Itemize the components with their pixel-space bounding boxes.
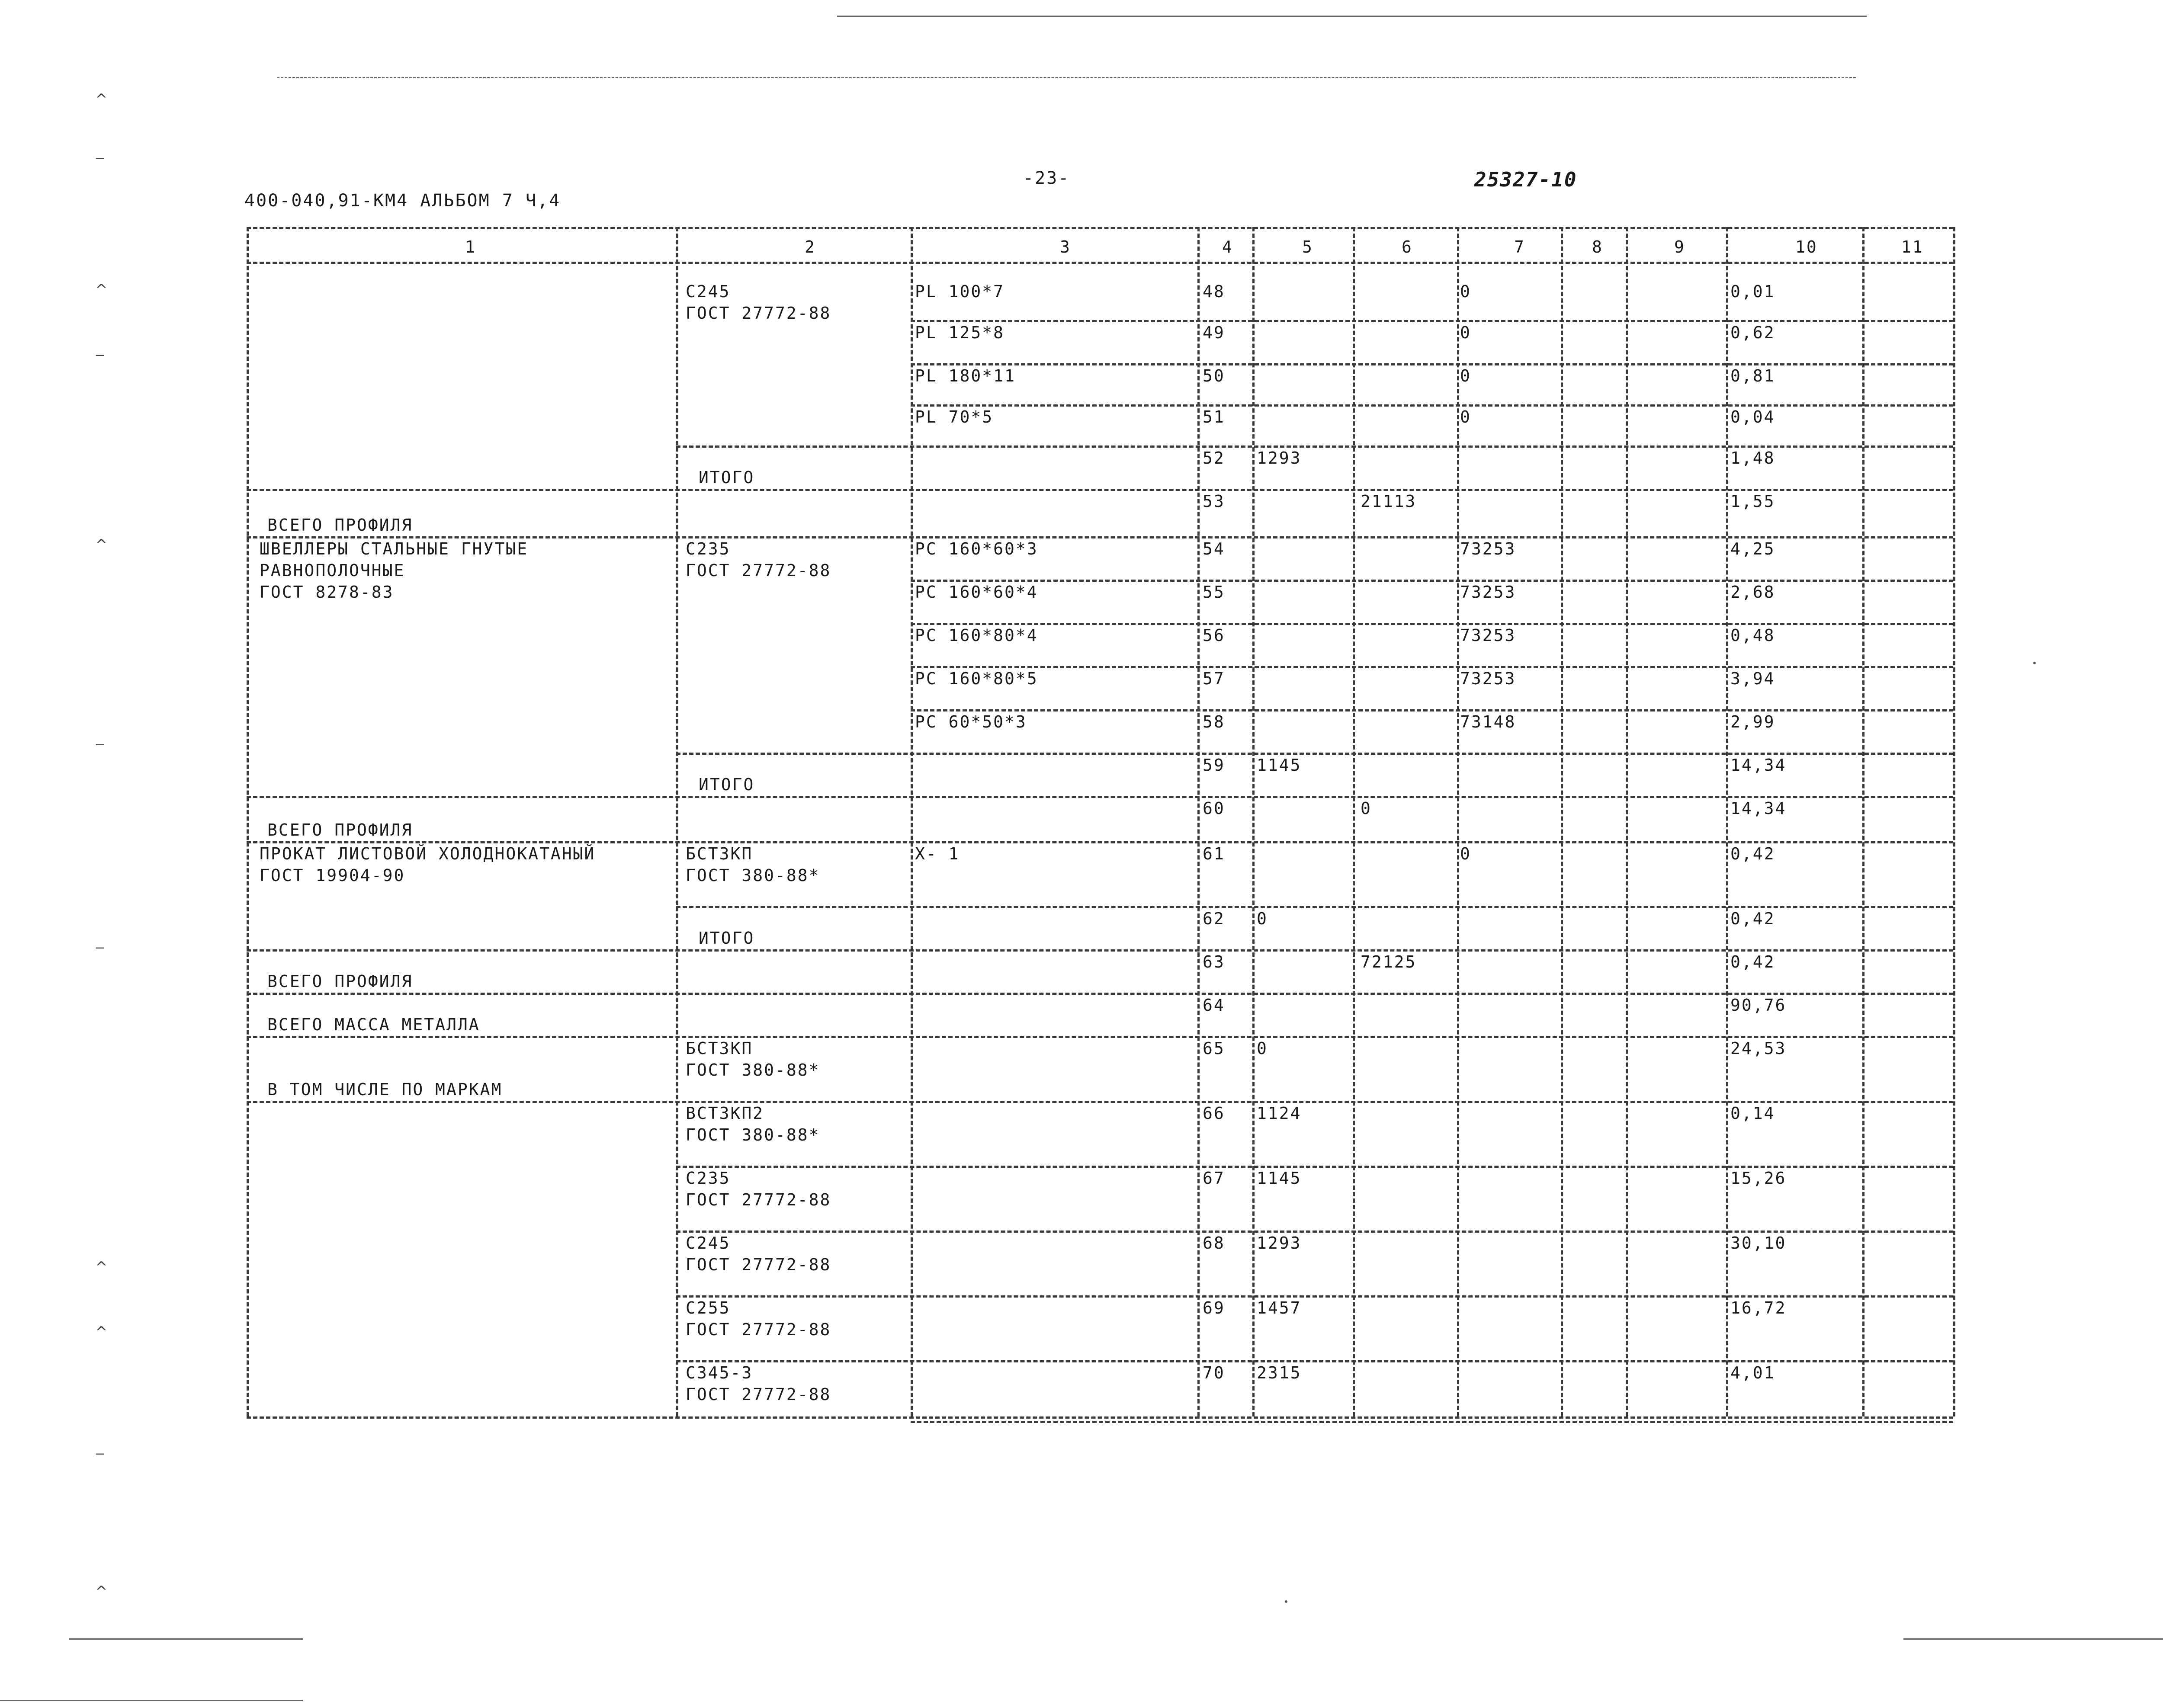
row-number: 48 xyxy=(1203,282,1225,301)
row-mass: 4,25 xyxy=(1730,539,1775,558)
column-divider xyxy=(1252,227,1255,1416)
margin-mark: ^ xyxy=(95,1323,108,1341)
row-mass: 0,62 xyxy=(1730,323,1775,342)
column-header-5: 5 xyxy=(1302,237,1313,256)
row-mass: 1,55 xyxy=(1730,492,1775,511)
row-material: ИТОГО xyxy=(699,468,755,487)
row-material: С235 xyxy=(686,1169,731,1188)
row-code-7: 73253 xyxy=(1460,539,1516,558)
row-mass: 16,72 xyxy=(1730,1298,1787,1317)
margin-mark: ^ xyxy=(95,1583,108,1600)
row-number: 55 xyxy=(1203,583,1225,602)
row-separator xyxy=(911,404,1953,407)
row-number: 64 xyxy=(1203,996,1225,1015)
row-code: 1293 xyxy=(1257,1234,1302,1253)
row-material: ИТОГО xyxy=(699,775,755,794)
row-label: ВСЕГО ПРОФИЛЯ xyxy=(267,972,413,991)
column-header-9: 9 xyxy=(1674,237,1685,256)
row-code-7: 0 xyxy=(1460,844,1471,863)
row-mass: 14,34 xyxy=(1730,799,1787,818)
row-separator xyxy=(911,580,1953,582)
table-bottom-border xyxy=(247,1416,1953,1419)
row-material: ГОСТ 27772-88 xyxy=(686,1320,831,1339)
row-code: 1145 xyxy=(1257,756,1302,775)
row-number: 61 xyxy=(1203,844,1225,863)
table-top-border xyxy=(247,227,1953,229)
row-number: 60 xyxy=(1203,799,1225,818)
row-separator xyxy=(676,906,1953,908)
column-header-7: 7 xyxy=(1514,237,1525,256)
margin-mark: ‒ xyxy=(95,149,105,167)
margin-mark: ^ xyxy=(95,1259,108,1276)
row-profile: PL 180*11 xyxy=(915,366,1016,385)
column-header-1: 1 xyxy=(465,237,476,256)
column-header-11: 11 xyxy=(1901,237,1924,256)
row-mass: 2,68 xyxy=(1730,583,1775,602)
row-material: ИТОГО xyxy=(699,929,755,948)
row-separator xyxy=(911,1421,1953,1423)
row-mass: 0,01 xyxy=(1730,282,1775,301)
table-header-border xyxy=(247,262,1953,264)
margin-mark: ‒ xyxy=(95,1445,105,1462)
scan-line xyxy=(277,77,1856,78)
row-material: С235 xyxy=(686,539,731,558)
row-separator xyxy=(676,445,1953,448)
row-separator xyxy=(911,363,1953,365)
row-code-6: 0 xyxy=(1361,799,1372,818)
row-number: 66 xyxy=(1203,1104,1225,1123)
row-profile: Х- 1 xyxy=(915,844,960,863)
row-mass: 90,76 xyxy=(1730,996,1787,1015)
column-divider xyxy=(1726,227,1728,1416)
row-code-6: 72125 xyxy=(1361,952,1417,971)
row-mass: 24,53 xyxy=(1730,1039,1787,1058)
column-divider xyxy=(1561,227,1563,1416)
margin-mark: ‒ xyxy=(95,346,105,363)
row-code: 2315 xyxy=(1257,1363,1302,1382)
row-material: ГОСТ 27772-88 xyxy=(686,1255,831,1274)
row-number: 54 xyxy=(1203,539,1225,558)
document-code: 400-040,91-КМ4 АЛЬБОМ 7 Ч,4 xyxy=(244,191,561,211)
column-divider xyxy=(1862,227,1865,1416)
row-number: 52 xyxy=(1203,449,1225,468)
row-mass: 30,10 xyxy=(1730,1234,1787,1253)
row-material: БСТ3КП xyxy=(686,1039,753,1058)
row-number: 68 xyxy=(1203,1234,1225,1253)
row-profile: PL 100*7 xyxy=(915,282,1005,301)
row-mass: 14,34 xyxy=(1730,756,1787,775)
row-material: ГОСТ 380-88* xyxy=(686,1125,820,1144)
row-number: 65 xyxy=(1203,1039,1225,1058)
row-material: ГОСТ 380-88* xyxy=(686,866,820,885)
column-header-4: 4 xyxy=(1222,237,1233,256)
column-header-6: 6 xyxy=(1402,237,1413,256)
row-number: 58 xyxy=(1203,712,1225,731)
row-code-6: 21113 xyxy=(1361,492,1417,511)
row-code-7: 73253 xyxy=(1460,669,1516,688)
column-header-3: 3 xyxy=(1060,237,1071,256)
row-material: С345-3 xyxy=(686,1363,753,1382)
row-material: ГОСТ 27772-88 xyxy=(686,1190,831,1209)
row-separator xyxy=(247,841,1953,843)
margin-mark: ^ xyxy=(95,536,108,554)
row-number: 59 xyxy=(1203,756,1225,775)
row-material: ГОСТ 27772-88 xyxy=(686,304,831,323)
row-code: 1457 xyxy=(1257,1298,1302,1317)
row-separator xyxy=(676,1360,1953,1362)
row-separator xyxy=(911,320,1953,322)
row-mass: 3,94 xyxy=(1730,669,1775,688)
column-header-2: 2 xyxy=(805,237,816,256)
margin-mark: ‒ xyxy=(95,735,105,753)
row-code: 1124 xyxy=(1257,1104,1302,1123)
column-header-8: 8 xyxy=(1592,237,1603,256)
row-number: 51 xyxy=(1203,407,1225,426)
row-number: 53 xyxy=(1203,492,1225,511)
row-code-7: 73148 xyxy=(1460,712,1516,731)
row-separator xyxy=(676,1295,1953,1298)
row-separator xyxy=(911,666,1953,668)
row-label: ГОСТ 19904-90 xyxy=(260,866,405,885)
row-code-7: 0 xyxy=(1460,282,1471,301)
row-mass: 0,48 xyxy=(1730,626,1775,645)
row-profile: PL 125*8 xyxy=(915,323,1005,342)
row-mass: 4,01 xyxy=(1730,1363,1775,1382)
scan-line xyxy=(0,1700,303,1701)
row-label: ВСЕГО ПРОФИЛЯ xyxy=(267,820,413,840)
row-mass: 1,48 xyxy=(1730,449,1775,468)
row-code-7: 0 xyxy=(1460,323,1471,342)
row-number: 49 xyxy=(1203,323,1225,342)
row-separator xyxy=(247,796,1953,798)
row-label: ПРОКАТ ЛИСТОВОЙ ХОЛОДНОКАТАНЫЙ xyxy=(260,844,596,863)
row-separator xyxy=(247,993,1953,995)
row-material: БСТ3КП xyxy=(686,844,753,863)
row-mass: 2,99 xyxy=(1730,712,1775,731)
row-code: 1145 xyxy=(1257,1169,1302,1188)
row-number: 56 xyxy=(1203,626,1225,645)
row-mass: 0,04 xyxy=(1730,407,1775,426)
row-separator xyxy=(247,949,1953,952)
row-number: 69 xyxy=(1203,1298,1225,1317)
row-mass: 15,26 xyxy=(1730,1169,1787,1188)
row-separator xyxy=(911,623,1953,625)
scan-line xyxy=(1903,1638,2163,1640)
scan-line xyxy=(837,16,1867,17)
row-code-7: 0 xyxy=(1460,407,1471,426)
column-divider xyxy=(676,227,678,1416)
row-number: 70 xyxy=(1203,1363,1225,1382)
column-divider xyxy=(1197,227,1200,1416)
row-label: ВСЕГО МАССА МЕТАЛЛА xyxy=(267,1015,480,1034)
row-mass: 0,42 xyxy=(1730,952,1775,971)
row-label: ВСЕГО ПРОФИЛЯ xyxy=(267,516,413,535)
row-material: С255 xyxy=(686,1298,731,1317)
scan-speck xyxy=(2033,662,2036,664)
row-code: 1293 xyxy=(1257,449,1302,468)
row-number: 50 xyxy=(1203,366,1225,385)
margin-mark: ‒ xyxy=(95,939,105,956)
row-code-7: 0 xyxy=(1460,366,1471,385)
column-divider xyxy=(1953,227,1955,1416)
row-label: РАВНОПОЛОЧНЫЕ xyxy=(260,561,405,580)
row-label: ГОСТ 8278-83 xyxy=(260,583,394,602)
row-separator xyxy=(676,1231,1953,1233)
row-separator xyxy=(247,536,1953,538)
column-divider xyxy=(1457,227,1459,1416)
row-code-7: 73253 xyxy=(1460,626,1516,645)
row-profile: PL 70*5 xyxy=(915,407,994,426)
row-profile: РС 160*60*3 xyxy=(915,539,1038,558)
row-code: 0 xyxy=(1257,1039,1268,1058)
row-code: 0 xyxy=(1257,909,1268,928)
row-mass: 0,14 xyxy=(1730,1104,1775,1123)
row-mass: 0,42 xyxy=(1730,909,1775,928)
row-mass: 0,81 xyxy=(1730,366,1775,385)
row-material: ГОСТ 27772-88 xyxy=(686,561,831,580)
row-mass: 0,42 xyxy=(1730,844,1775,863)
column-header-10: 10 xyxy=(1795,237,1818,256)
scan-speck xyxy=(1285,1600,1287,1603)
column-divider xyxy=(1353,227,1355,1416)
row-separator xyxy=(676,753,1953,755)
row-material: С245 xyxy=(686,1234,731,1253)
row-number: 62 xyxy=(1203,909,1225,928)
row-code-7: 73253 xyxy=(1460,583,1516,602)
column-divider xyxy=(911,227,913,1416)
row-number: 57 xyxy=(1203,669,1225,688)
row-label: ШВЕЛЛЕРЫ СТАЛЬНЫЕ ГНУТЫЕ xyxy=(260,539,529,558)
row-separator xyxy=(676,1166,1953,1168)
margin-mark: ^ xyxy=(95,91,108,108)
row-profile: РС 160*80*4 xyxy=(915,626,1038,645)
row-material: С245 xyxy=(686,282,731,301)
row-material: ГОСТ 27772-88 xyxy=(686,1385,831,1404)
row-number: 63 xyxy=(1203,952,1225,971)
row-profile: РС 160*60*4 xyxy=(915,583,1038,602)
row-material: ГОСТ 380-88* xyxy=(686,1061,820,1080)
scan-line xyxy=(69,1638,303,1640)
row-profile: РС 160*80*5 xyxy=(915,669,1038,688)
row-profile: РС 60*50*3 xyxy=(915,712,1027,731)
row-number: 67 xyxy=(1203,1169,1225,1188)
row-separator xyxy=(247,1036,1953,1038)
row-separator xyxy=(911,709,1953,711)
row-separator xyxy=(247,489,1953,491)
row-material: ВСТ3КП2 xyxy=(686,1104,764,1123)
page-number: -23- xyxy=(1023,168,1070,188)
margin-mark: ^ xyxy=(95,281,108,298)
column-divider xyxy=(247,227,249,1416)
column-divider xyxy=(1626,227,1628,1416)
row-label: В ТОМ ЧИСЛЕ ПО МАРКАМ xyxy=(267,1080,503,1099)
row-separator xyxy=(247,1101,1953,1103)
sheet-number: 25327-10 xyxy=(1474,168,1577,191)
